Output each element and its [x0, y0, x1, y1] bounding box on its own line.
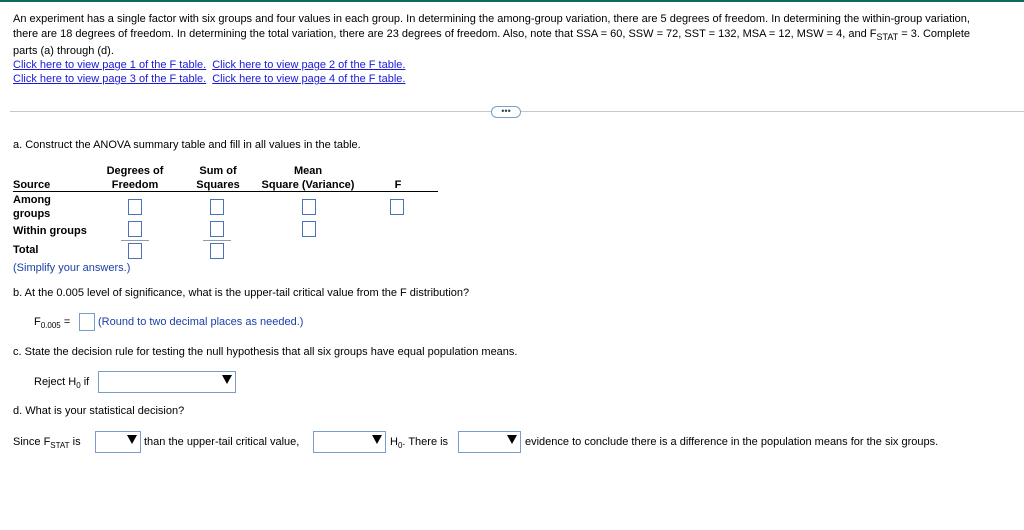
- equals-sign: =: [63, 316, 71, 328]
- reject-h-text: Reject H: [34, 376, 77, 388]
- header-df-line2: Freedom: [111, 179, 159, 191]
- header-degrees-of-freedom: [95, 164, 175, 192]
- evidence-conclusion-text: evidence to conclude there is a difference in the population means for the six groups.: [525, 436, 939, 448]
- h0-letter: H: [390, 436, 398, 448]
- simplify-note: (Simplify your answers.): [13, 262, 131, 274]
- table-header-rule: [13, 191, 438, 192]
- f-table-page-1-link[interactable]: Click here to view page 1 of the F table.: [13, 59, 207, 71]
- header-ss-line2: Squares: [196, 179, 240, 191]
- is-text: is: [72, 436, 81, 448]
- part-d-prompt: d. What is your statistical decision?: [13, 405, 185, 417]
- f-table-page-2-link[interactable]: Click here to view page 2 of the F table.: [212, 59, 406, 71]
- problem-line-1: An experiment has a single factor with six groups and four values in each group. In determining the among-group variation, there are 5 degrees of freedom. In determining the within-group variation,: [13, 13, 970, 25]
- since-fstat-subscript: STAT: [50, 441, 70, 450]
- header-source: Source: [13, 179, 51, 191]
- f-letter: F: [34, 316, 41, 328]
- within-ss-input[interactable]: [210, 221, 224, 237]
- chevron-down-icon: [372, 435, 382, 444]
- row-among-line2: groups: [13, 208, 51, 220]
- f-table-page-3-link[interactable]: Click here to view page 3 of the F table.: [13, 73, 207, 85]
- h0-there-is-text: [390, 436, 448, 450]
- evidence-dropdown[interactable]: [458, 431, 521, 453]
- within-df-input[interactable]: [128, 221, 142, 237]
- among-f-input[interactable]: [390, 199, 404, 215]
- header-f: F: [394, 179, 402, 191]
- reject-if-text: if: [83, 376, 90, 388]
- row-among-line1: Among: [13, 194, 51, 206]
- since-text: Since F: [13, 436, 51, 448]
- chevron-down-icon: [507, 435, 517, 444]
- part-c-prompt: c. State the decision rule for testing the null hypothesis that all six groups have equal population means.: [13, 346, 518, 358]
- problem-line-2: [13, 27, 1021, 45]
- within-ms-input[interactable]: [302, 221, 316, 237]
- since-fstat-label: [13, 436, 81, 450]
- there-is-text: . There is: [402, 436, 449, 448]
- ss-sum-line: [203, 240, 231, 241]
- header-ms-line2: Square (Variance): [261, 179, 355, 191]
- chevron-down-icon: [127, 435, 137, 444]
- problem-statement: [13, 12, 1021, 59]
- comparison-dropdown[interactable]: [95, 431, 141, 453]
- part-b-prompt: b. At the 0.005 level of significance, what is the upper-tail critical value from the F distribution?: [13, 287, 470, 299]
- among-ss-input[interactable]: [210, 199, 224, 215]
- total-ss-input[interactable]: [210, 243, 224, 259]
- f-table-links: [13, 58, 411, 86]
- among-ms-input[interactable]: [302, 199, 316, 215]
- header-ms-line1: Mean: [293, 165, 323, 177]
- problem-line-2-end: = 3. Complete: [898, 27, 971, 40]
- problem-line-2-text: there are 18 degrees of freedom. In determining the total variation, there are 23 degrees of freedom. Also, note that SSA = 60, SSW = 72, SST = 132, MSA = 12, MSW = 4, and F: [13, 27, 877, 40]
- df-sum-line: [121, 240, 149, 241]
- decision-rule-dropdown[interactable]: [98, 371, 236, 393]
- rounding-hint: (Round to two decimal places as needed.): [98, 316, 304, 328]
- header-df-line1: Degrees of: [106, 165, 164, 177]
- total-df-input[interactable]: [128, 243, 142, 259]
- than-critical-text: than the upper-tail critical value,: [144, 436, 300, 448]
- reject-decision-dropdown[interactable]: [313, 431, 386, 453]
- more-options-button[interactable]: •••: [491, 106, 521, 118]
- f-critical-label: [34, 316, 70, 330]
- row-total: Total: [13, 244, 39, 256]
- header-mean-square: [256, 164, 360, 192]
- header-sum-of-squares: [185, 164, 251, 192]
- f-table-page-4-link[interactable]: Click here to view page 4 of the F table.: [212, 73, 406, 85]
- part-a-prompt: a. Construct the ANOVA summary table and fill in all values in the table.: [13, 139, 361, 151]
- problem-line-3: parts (a) through (d).: [13, 45, 114, 58]
- header-ss-line1: Sum of: [199, 165, 237, 177]
- chevron-down-icon: [222, 375, 232, 384]
- row-within-groups: Within groups: [13, 225, 87, 237]
- among-df-input[interactable]: [128, 199, 142, 215]
- top-accent-bar: [0, 0, 1024, 2]
- reject-h0-label: [34, 376, 89, 390]
- fstat-subscript: STAT: [876, 31, 899, 42]
- reject-h-subscript: 0: [76, 381, 81, 390]
- h0-subscript: 0: [397, 441, 403, 450]
- f-alpha-subscript: 0.005: [40, 321, 61, 330]
- f-critical-input[interactable]: [79, 313, 95, 331]
